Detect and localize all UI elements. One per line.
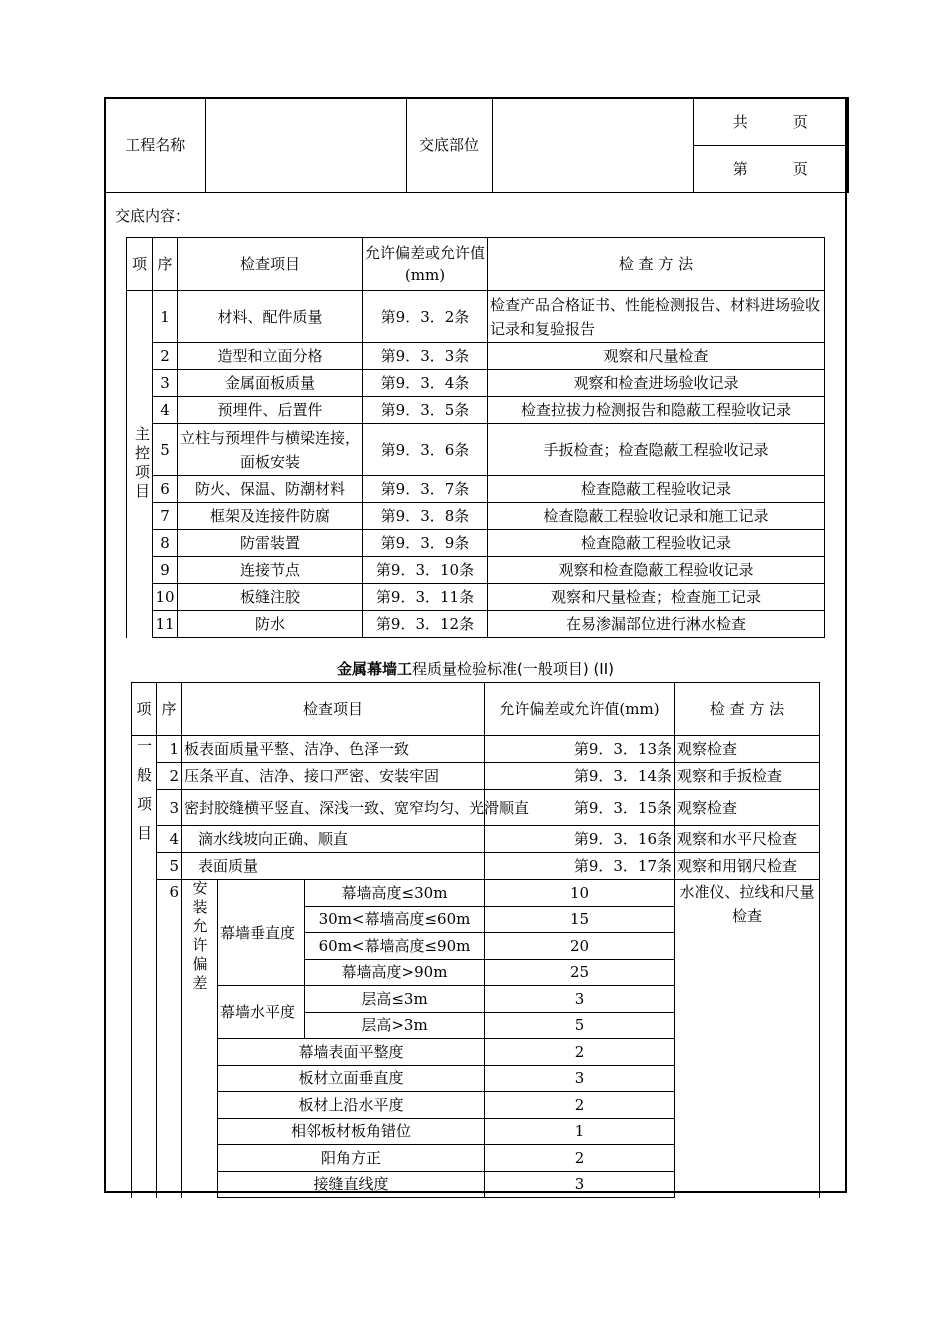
value-cell: 15 (485, 906, 675, 933)
value-cell: 2 (485, 1039, 675, 1066)
table-row (132, 880, 820, 907)
table-row (132, 763, 820, 790)
gen-col-header-item: 检查项目 (182, 683, 485, 736)
install-method: 水准仪、拉线和尺量检查 (675, 880, 820, 1198)
row-tolerance: 第9．3．14条 (485, 763, 675, 790)
project-name-label: 工程名称 (105, 98, 205, 192)
table-row (127, 291, 825, 343)
row-item: 连接节点 (178, 557, 363, 584)
install-tolerance-label (182, 880, 218, 1198)
value-cell: 10 (485, 880, 675, 907)
row-seq: 3 (153, 370, 178, 397)
row-item: 板表面质量平整、洁净、色泽一致 (182, 736, 485, 763)
row-method: 检查拉拔力检测报告和隐蔽工程验收记录 (488, 397, 825, 424)
row-tolerance: 第9．3．7条 (363, 476, 488, 503)
gen-col-header-seq: 序 (157, 683, 182, 736)
row-item: 金属面板质量 (178, 370, 363, 397)
row-item: 板缝注胶 (178, 584, 363, 611)
project-name-field[interactable] (205, 98, 406, 192)
condition-cell: 30m<幕墙高度≤60m (305, 906, 485, 933)
value-cell: 5 (485, 1012, 675, 1039)
header-table (104, 97, 849, 193)
condition-cell: 幕墙高度≤30m (305, 880, 485, 907)
row-tolerance: 第9．3．2条 (363, 291, 488, 343)
row-method: 检查隐蔽工程验收记录 (488, 476, 825, 503)
row-seq: 9 (153, 557, 178, 584)
row-method: 观察和水平尺检查 (675, 826, 820, 853)
page-number: 第 页 (693, 145, 848, 192)
row-tolerance: 第9．3．16条 (485, 826, 675, 853)
row-tolerance: 第9．3．13条 (485, 736, 675, 763)
row-tolerance: 第9．3．6条 (363, 424, 488, 476)
table-row (132, 853, 820, 880)
row-method: 观察和尺量检查 (488, 343, 825, 370)
table-row (127, 343, 825, 370)
row-method: 观察和检查进场验收记录 (488, 370, 825, 397)
value-cell: 1 (485, 1118, 675, 1145)
row-seq: 5 (157, 853, 182, 880)
install-tolerance-text: 安装允许偏差 (190, 880, 209, 994)
row-seq: 1 (157, 736, 182, 763)
row-tolerance: 第9．3．17条 (485, 853, 675, 880)
row-method: 检查隐蔽工程验收记录 (488, 530, 825, 557)
group-label-main (127, 291, 153, 638)
row-method: 手扳检查；检查隐蔽工程验收记录 (488, 424, 825, 476)
condition-cell: 层高≤3m (305, 986, 485, 1013)
table-row (127, 530, 825, 557)
row-tolerance: 第9．3．3条 (363, 343, 488, 370)
value-cell: 3 (485, 986, 675, 1013)
disclosure-part-field[interactable] (492, 98, 693, 192)
row-tolerance: 第9．3．12条 (363, 611, 488, 638)
disclosure-part-label: 交底部位 (406, 98, 492, 192)
gen-col-header-category: 项 (132, 683, 157, 736)
row-method: 检查产品合格证书、性能检测报告、材料进场验收记录和复验报告 (488, 291, 825, 343)
table-row (127, 584, 825, 611)
condition-cell: 层高>3m (305, 1012, 485, 1039)
row-seq: 4 (153, 397, 178, 424)
condition-cell: 60m<幕墙高度≤90m (305, 933, 485, 960)
condition-cell: 阳角方正 (218, 1145, 485, 1172)
row-tolerance: 第9．3．8条 (363, 503, 488, 530)
total-pages: 共 页 (693, 98, 848, 145)
col-header-tolerance: 允许偏差或允许值(mm) (363, 238, 488, 291)
row-tolerance: 第9．3．4条 (363, 370, 488, 397)
row-item: 防水 (178, 611, 363, 638)
col-header-method: 检 查 方 法 (488, 238, 825, 291)
table-row (127, 503, 825, 530)
general-items-table (131, 682, 820, 1198)
row-item: 预埋件、后置件 (178, 397, 363, 424)
row-item: 压条平直、洁净、接口严密、安装牢固 (182, 763, 485, 790)
general-table-title: 金属幕墙工程质量检验标准(一般项目) (II) (336, 660, 615, 678)
row-item: 造型和立面分格 (178, 343, 363, 370)
row-method: 观察和尺量检查；检查施工记录 (488, 584, 825, 611)
row-seq: 2 (157, 763, 182, 790)
col-header-item: 检查项目 (178, 238, 363, 291)
table-row (127, 370, 825, 397)
table-row (127, 476, 825, 503)
row-method: 观察和用钢尺检查 (675, 853, 820, 880)
row-tolerance: 第9．3．11条 (363, 584, 488, 611)
row-tolerance: 第9．3．5条 (363, 397, 488, 424)
row-item: 密封胶缝横平竖直、深浅一致、宽窄均匀、光滑顺直 (182, 790, 485, 826)
table-row (127, 557, 825, 584)
row-item: 防火、保温、防潮材料 (178, 476, 363, 503)
row-method: 观察检查 (675, 736, 820, 763)
value-cell: 20 (485, 933, 675, 960)
main-control-table (126, 237, 825, 638)
row-item: 滴水线坡向正确、顺直 (182, 826, 485, 853)
row-seq: 11 (153, 611, 178, 638)
row-method: 观察检查 (675, 790, 820, 826)
condition-cell: 幕墙表面平整度 (218, 1039, 485, 1066)
condition-cell: 板材上沿水平度 (218, 1092, 485, 1119)
row-seq: 4 (157, 826, 182, 853)
row-item: 框架及连接件防腐 (178, 503, 363, 530)
condition-cell: 接缝直线度 (218, 1171, 485, 1198)
row-seq: 2 (153, 343, 178, 370)
value-cell: 2 (485, 1145, 675, 1172)
row-seq: 6 (157, 880, 182, 1198)
row-method: 观察和手扳检查 (675, 763, 820, 790)
value-cell: 3 (485, 1171, 675, 1198)
table-row (132, 826, 820, 853)
row-tolerance: 第9．3．10条 (363, 557, 488, 584)
condition-cell: 板材立面垂直度 (218, 1065, 485, 1092)
gen-col-header-tolerance: 允许偏差或允许值(mm) (485, 683, 675, 736)
row-item: 材料、配件质量 (178, 291, 363, 343)
group-label-text: 一般项目 (135, 738, 153, 854)
table-row (127, 397, 825, 424)
vertical-label: 幕墙垂直度 (218, 880, 305, 986)
row-tolerance: 第9．3．9条 (363, 530, 488, 557)
table-row (127, 424, 825, 476)
row-item: 立柱与预埋件与横梁连接，面板安装 (178, 424, 363, 476)
row-item: 防雷装置 (178, 530, 363, 557)
gen-col-header-method: 检 查 方 法 (675, 683, 820, 736)
row-seq: 1 (153, 291, 178, 343)
table-row (132, 790, 820, 826)
table-row (127, 611, 825, 638)
row-method: 在易渗漏部位进行淋水检查 (488, 611, 825, 638)
content-label: 交底内容： (115, 207, 191, 225)
row-tolerance: 第9．3．15条 (485, 790, 675, 826)
condition-cell: 相邻板材板角错位 (218, 1118, 485, 1145)
condition-cell: 幕墙高度>90m (305, 959, 485, 986)
group-label-general (132, 736, 157, 1198)
row-method: 检查隐蔽工程验收记录和施工记录 (488, 503, 825, 530)
group-label-text: 主控项目 (133, 426, 151, 503)
col-header-seq: 序 (153, 238, 178, 291)
row-item: 表面质量 (182, 853, 485, 880)
value-cell: 25 (485, 959, 675, 986)
row-seq: 3 (157, 790, 182, 826)
row-seq: 6 (153, 476, 178, 503)
row-seq: 10 (153, 584, 178, 611)
row-seq: 7 (153, 503, 178, 530)
table-row (132, 736, 820, 763)
row-method: 观察和检查隐蔽工程验收记录 (488, 557, 825, 584)
value-cell: 2 (485, 1092, 675, 1119)
level-label: 幕墙水平度 (218, 986, 305, 1039)
value-cell: 3 (485, 1065, 675, 1092)
row-seq: 5 (153, 424, 178, 476)
col-header-category: 项 (127, 238, 153, 291)
row-seq: 8 (153, 530, 178, 557)
